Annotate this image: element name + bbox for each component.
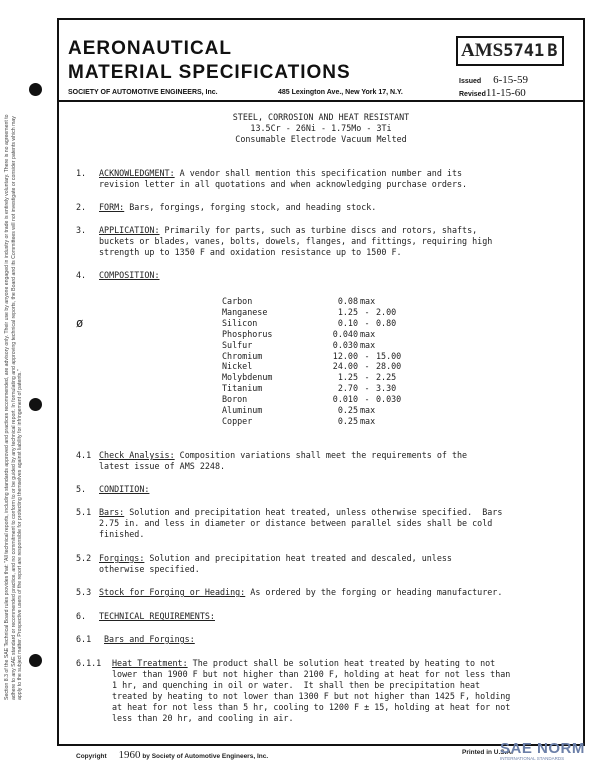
composition-row <box>222 383 452 394</box>
change-mark-symbol: ø <box>76 316 84 330</box>
section-6-1-1-heading: Heat Treatment: <box>112 658 188 668</box>
composition-max <box>376 296 416 307</box>
section-5-1-line1: Bars: Solution and precipitation heat treated, unless otherwise specified. Bars <box>99 507 503 517</box>
binder-hole-top <box>29 83 42 96</box>
composition-row <box>222 307 452 318</box>
composition-min: 0.10 <box>337 317 358 328</box>
composition-min: 1.25 <box>337 306 358 317</box>
sae-disclaimer-note: Section 8.3 of the SAE Technical Board rules provides that: "All technical reports, including standards approved and practices recommended, are advisory only. Their use by anyone engaged in industry or trade is entirely voluntary. There is no agreement to adhere to any SAE standard or recommended practice, and no commitment to conform to or be guided by any technical report. In formulating and approving technical reports, the Board and its Committees will not investigate or consider patents which may apply to the subject matter. Prospective users of the report are responsible for protecting themselves against liability for infringement of patents." <box>4 114 24 700</box>
ams-number-box <box>456 36 564 66</box>
composition-max: 2.00 <box>376 306 397 317</box>
copyright-year: 1960 <box>118 749 141 761</box>
section-3-line2: buckets or blades, vanes, bolts, dowels, flanges, and fittings, requiring high <box>99 236 493 246</box>
composition-row <box>222 394 452 405</box>
composition-element: Molybdenum <box>222 372 273 383</box>
composition-min: 1.25 <box>337 372 358 383</box>
composition-min: 0.030 <box>332 339 358 350</box>
composition-element: Chromium <box>222 350 263 361</box>
composition-min: 24.00 <box>332 361 358 372</box>
composition-table <box>222 296 452 427</box>
document-title <box>59 112 583 145</box>
composition-row <box>222 318 452 329</box>
composition-element: Aluminum <box>222 405 263 416</box>
composition-max: 0.80 <box>376 317 397 328</box>
composition-separator: - <box>364 317 370 328</box>
section-6-1-1-line2: lower than 1900 F but not higher than 2100 F, holding at heat for not less than <box>112 669 511 679</box>
composition-element: Nickel <box>222 361 253 372</box>
section-5-2-heading: Forgings: <box>99 553 145 563</box>
section-2-heading: FORM: <box>99 202 125 212</box>
section-4-1-number: 4.1 <box>76 450 92 460</box>
issued-date-row <box>459 74 528 86</box>
section-6-1-1-line3: 1 hr, and quenching in oil or water. It shall then be precipitation heat <box>112 680 481 690</box>
section-4-1-heading: Check Analysis: <box>99 450 175 460</box>
section-1-heading: ACKNOWLEDGMENT: <box>99 168 175 178</box>
revised-date: 11-15-60 <box>485 87 526 99</box>
composition-note: max <box>360 296 376 306</box>
section-1-line1: ACKNOWLEDGMENT: A vendor shall mention this specification number and its <box>99 168 463 178</box>
revised-date-row <box>459 87 526 99</box>
section-6-heading: TECHNICAL REQUIREMENTS: <box>99 611 215 621</box>
ams-code: 5741 <box>503 41 545 61</box>
composition-max: 0.030 <box>376 394 402 405</box>
section-2-line1: FORM: Bars, forgings, forging stock, and heading stock. <box>99 202 377 212</box>
composition-separator: - <box>364 350 370 361</box>
section-6-1-heading: Bars and Forgings: <box>104 634 195 644</box>
section-2-number: 2. <box>76 202 87 212</box>
section-5-3-line1: Stock for Forging or Heading: As ordered by the forging or heading manufacturer. <box>99 587 503 597</box>
composition-note: max <box>360 328 376 339</box>
composition-element: Manganese <box>222 306 268 317</box>
section-6-number: 6. <box>76 611 87 621</box>
composition-max: 15.00 <box>376 350 402 361</box>
composition-row <box>222 296 452 307</box>
composition-row <box>222 340 452 351</box>
section-5-number: 5. <box>76 484 87 494</box>
revised-label: Revised <box>459 91 486 98</box>
sae-norm-watermark <box>500 740 585 761</box>
composition-note: max <box>360 415 376 426</box>
section-6-1-1-number: 6.1.1 <box>76 658 102 668</box>
composition-min: 12.00 <box>332 350 358 361</box>
watermark-brand: SAE NORM <box>500 740 585 757</box>
composition-max: 28.00 <box>376 361 402 372</box>
header-title-line1: AERONAUTICAL <box>68 38 232 59</box>
title-line2: 13.5Cr - 26Ni - 1.75Mo - 3Ti <box>250 123 392 133</box>
section-6-1-1-line1: Heat Treatment: The product shall be solution heat treated by heating to not <box>112 658 496 668</box>
section-3-line3: strength up to 1350 F and oxidation resistance up to 1500 F. <box>99 247 402 257</box>
composition-separator: - <box>364 361 370 372</box>
binder-hole-middle <box>29 398 42 411</box>
ams-revision: B <box>547 41 558 61</box>
issued-label: Issued <box>459 78 482 85</box>
title-line1: STEEL, CORROSION AND HEAT RESISTANT <box>232 112 410 122</box>
composition-element: Copper <box>222 415 253 426</box>
society-name: SOCIETY OF AUTOMOTIVE ENGINEERS, Inc. <box>68 89 218 96</box>
composition-min: 0.010 <box>332 394 358 405</box>
composition-separator: - <box>364 394 370 405</box>
section-6-1-1-line4: treated by heating to not lower than 1300 F but not higher than 1425 F, holding <box>112 691 511 701</box>
watermark-subtitle: INTERNATIONAL STANDARDS <box>500 756 565 761</box>
header-divider <box>59 100 583 102</box>
composition-max <box>376 340 416 351</box>
section-3-heading: APPLICATION: <box>99 225 160 235</box>
section-5-1-number: 5.1 <box>76 507 92 517</box>
composition-separator: - <box>364 383 370 394</box>
section-1-number: 1. <box>76 168 87 178</box>
title-line3: Consumable Electrode Vacuum Melted <box>235 134 407 144</box>
composition-min: 0.25 <box>337 405 358 416</box>
composition-row <box>222 372 452 383</box>
composition-row <box>222 361 452 372</box>
section-4-1-line2: latest issue of AMS 2248. <box>99 461 226 471</box>
composition-note: max <box>360 405 376 416</box>
composition-row <box>222 351 452 362</box>
section-6-1-1-line6: less than 20 hr, and cooling in air. <box>112 713 294 723</box>
composition-element: Phosphorus <box>222 328 273 339</box>
section-5-2-line1: Forgings: Solution and precipitation heat treated and descaled, unless <box>99 553 452 563</box>
binder-hole-bottom <box>29 654 42 667</box>
section-5-1-line3: finished. <box>99 529 145 539</box>
ams-prefix: AMS <box>461 40 504 61</box>
composition-max <box>376 329 416 340</box>
composition-min: 0.25 <box>337 415 358 426</box>
section-5-1-heading: Bars: <box>99 507 125 517</box>
society-address: 485 Lexington Ave., New York 17, N.Y. <box>278 89 403 96</box>
composition-max <box>376 416 416 427</box>
composition-element: Carbon <box>222 296 253 306</box>
section-4-heading: COMPOSITION: <box>99 270 160 280</box>
printed-in: Printed in U.S.A. <box>462 749 513 756</box>
copyright-label: Copyright <box>76 753 107 760</box>
composition-min: 0.040 <box>332 328 358 339</box>
section-4-1-line1: Check Analysis: Composition variations shall meet the requirements of the <box>99 450 468 460</box>
copyright-text: by Society of Automotive Engineers, Inc. <box>142 753 269 760</box>
composition-element: Silicon <box>222 317 258 328</box>
composition-row <box>222 329 452 340</box>
section-5-3-heading: Stock for Forging or Heading: <box>99 587 246 597</box>
section-6-1-1-line5: at heat for not less than 5 hr, cooling to 1200 F ± 15, holding at heat for not <box>112 702 511 712</box>
copyright-line <box>76 749 268 761</box>
section-1-line2: revision letter in all quotations and when acknowledging purchase orders. <box>99 179 468 189</box>
section-5-3-number: 5.3 <box>76 587 92 597</box>
composition-element: Sulfur <box>222 339 253 350</box>
composition-note: max <box>360 339 376 350</box>
header-title-line2: MATERIAL SPECIFICATIONS <box>68 62 351 83</box>
section-4-number: 4. <box>76 270 87 280</box>
section-3-line1: APPLICATION: Primarily for parts, such as turbine discs and rotors, shafts, <box>99 225 478 235</box>
composition-element: Boron <box>222 394 248 405</box>
section-3-number: 3. <box>76 225 87 235</box>
section-6-1-number: 6.1 <box>76 634 92 644</box>
composition-row <box>222 405 452 416</box>
composition-min: 0.08 <box>337 296 358 306</box>
composition-max: 2.25 <box>376 372 397 383</box>
composition-separator: - <box>364 372 370 383</box>
composition-element: Titanium <box>222 383 263 394</box>
section-5-2-number: 5.2 <box>76 553 92 563</box>
section-5-heading: CONDITION: <box>99 484 150 494</box>
composition-row <box>222 416 452 427</box>
issued-date: 6-15-59 <box>493 74 528 86</box>
section-5-1-line2: 2.75 in. and less in diameter or distance between parallel sides shall be cold <box>99 518 493 528</box>
composition-max <box>376 405 416 416</box>
composition-max: 3.30 <box>376 383 397 394</box>
composition-min: 2.70 <box>337 383 358 394</box>
composition-separator: - <box>364 306 370 317</box>
section-5-2-line2: otherwise specified. <box>99 564 200 574</box>
